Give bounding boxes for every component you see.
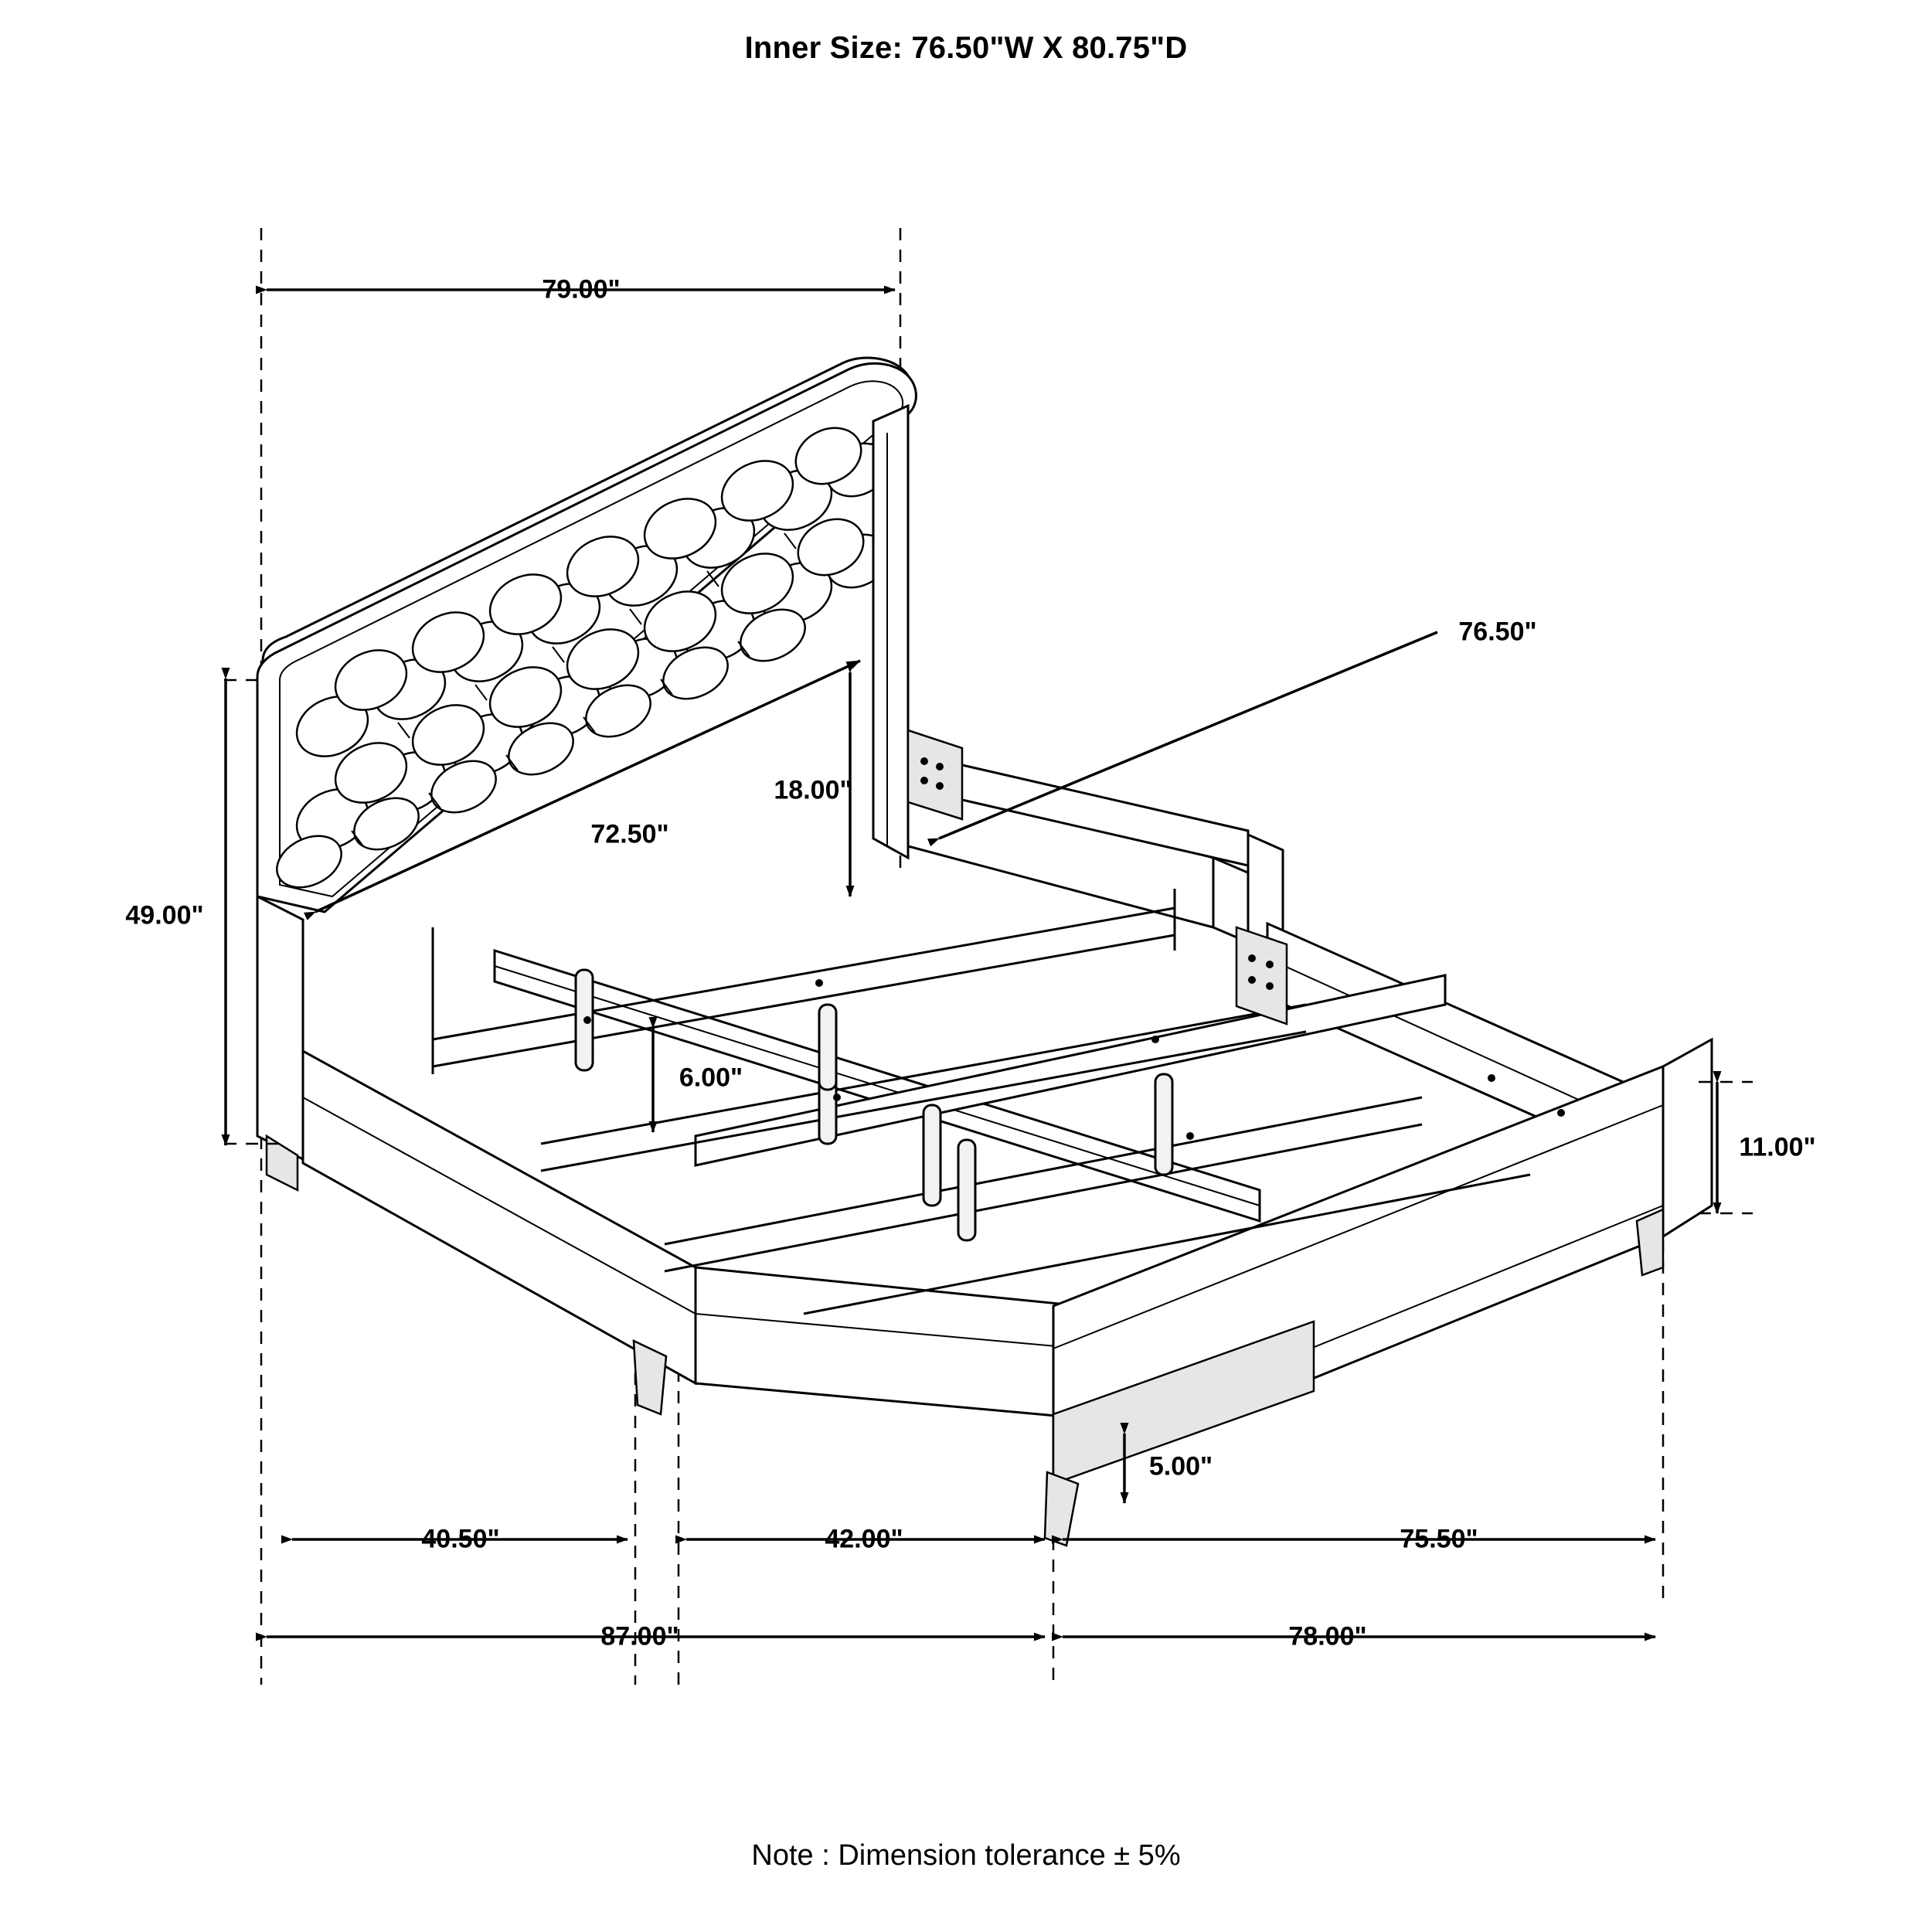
dim-label-75-50: 75.50" <box>1400 1524 1478 1554</box>
tolerance-note: Note : Dimension tolerance ± 5% <box>751 1839 1181 1872</box>
dim-label-42: 42.00" <box>825 1524 903 1554</box>
dim-label-40-50: 40.50" <box>421 1524 500 1554</box>
dim-label-6: 6.00" <box>679 1063 743 1093</box>
dimension-lines <box>224 290 1753 1637</box>
dim-label-87: 87.00" <box>600 1621 679 1651</box>
dim-label-72-50: 72.50" <box>590 819 669 849</box>
dim-label-11: 11.00" <box>1739 1132 1816 1162</box>
dim-label-5: 5.00" <box>1148 1451 1213 1481</box>
dim-label-76-50: 76.50" <box>1458 617 1537 647</box>
dim-label-78: 78.00" <box>1288 1621 1367 1651</box>
dim-label-79: 79.00" <box>542 274 621 304</box>
dim-label-49: 49.00" <box>125 900 204 930</box>
dim-label-18: 18.00" <box>774 775 852 805</box>
extension-lines <box>261 228 1663 1685</box>
bed-frame <box>303 730 1712 1546</box>
page-title: Inner Size: 76.50"W X 80.75"D <box>744 31 1188 65</box>
